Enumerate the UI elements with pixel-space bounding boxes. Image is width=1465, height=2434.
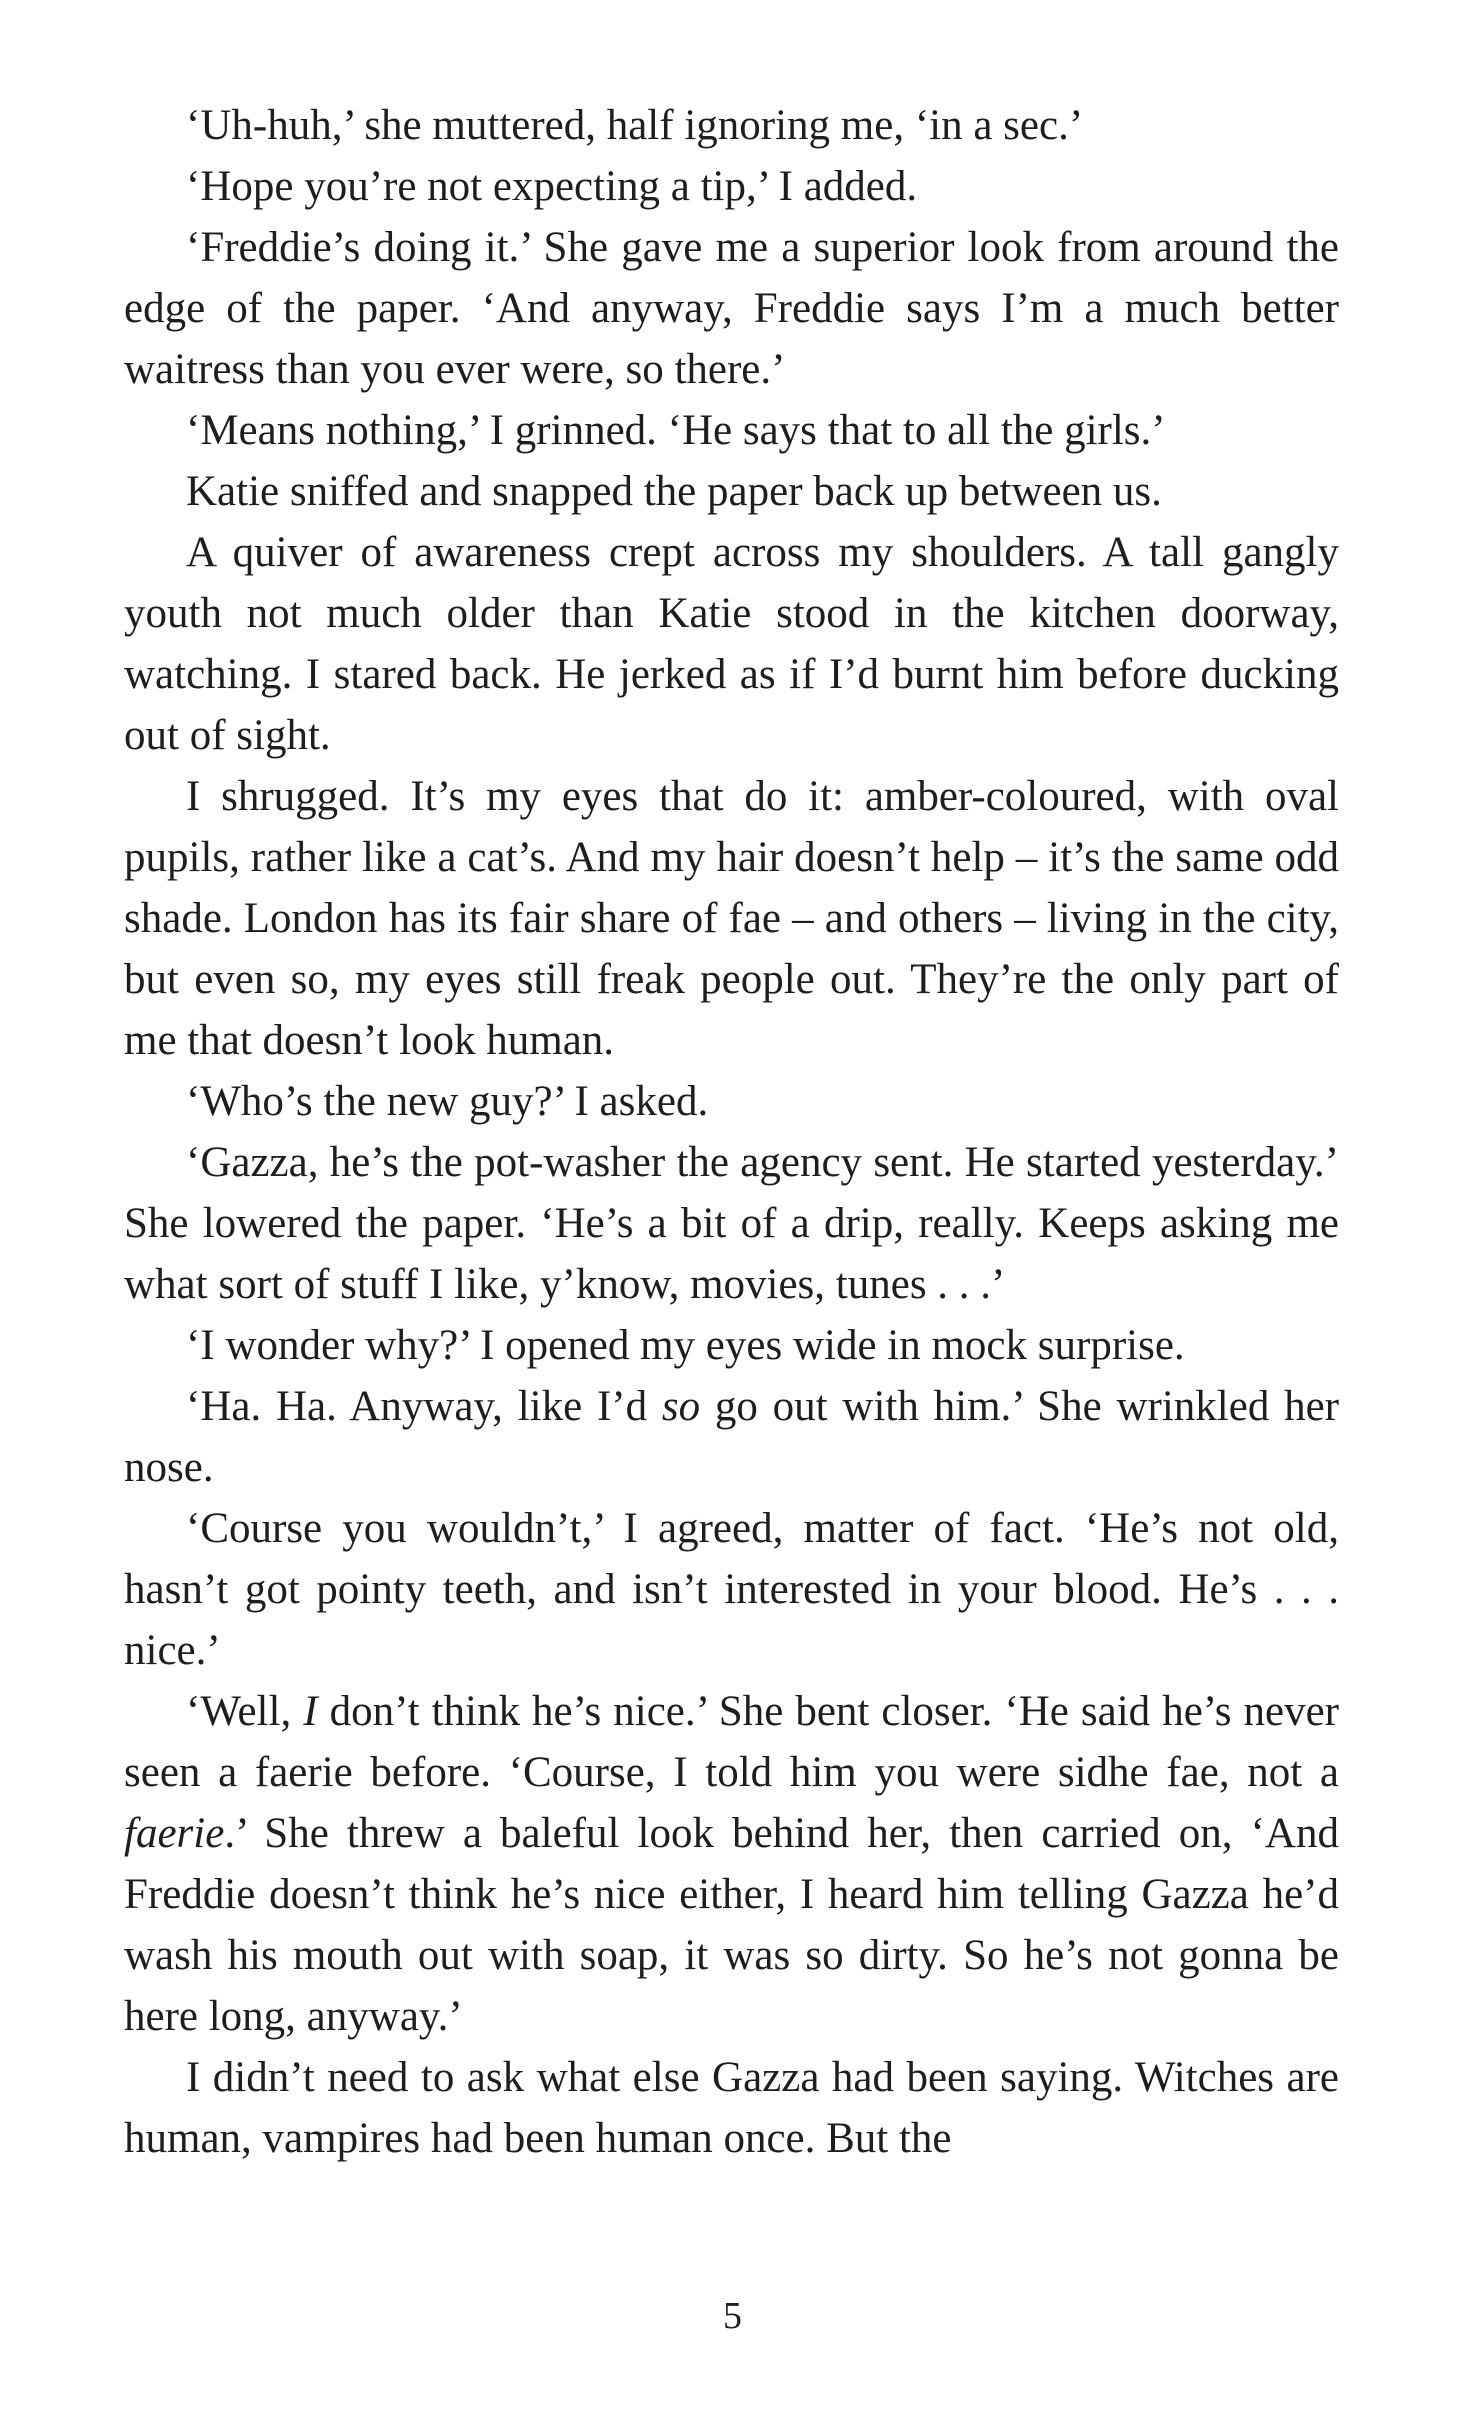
page-number: 5 bbox=[723, 2295, 742, 2337]
body-text bbox=[124, 95, 1339, 2169]
paragraph: A quiver of awareness crept across my shoulders. A tall gangly youth not much older than Katie stood in the kitchen doorway, watching. I stared back. He jerked as if I’d burnt him before ducking out of sight. bbox=[124, 529, 1339, 759]
paragraph: ‘Gazza, he’s the pot-washer the agency sent. He started yesterday.’ She lowered the paper. ‘He’s a bit of a drip, really. Keeps asking me what sort of stuff I like, y’know, movies, tunes . . .’ bbox=[124, 1139, 1339, 1308]
paragraph: Katie sniffed and snapped the paper back up between us. bbox=[186, 468, 1162, 515]
paragraph: I didn’t need to ask what else Gazza had been saying. Witches are human, vampires had been human once. But the bbox=[124, 2054, 1339, 2162]
paragraph: ‘Uh-huh,’ she muttered, half ignoring me, ‘in a sec.’ bbox=[186, 102, 1084, 149]
paragraph: ‘Freddie’s doing it.’ She gave me a superior look from around the edge of the paper. ‘And anyway, Freddie says I’m a much better waitress than you ever were, so there.’ bbox=[124, 224, 1339, 393]
paragraph: I shrugged. It’s my eyes that do it: amber-coloured, with oval pupils, rather like a cat’s. And my hair doesn’t help – it’s the same odd shade. London has its fair share of fae – and others – living in the city, but even so, my eyes still freak people out. They’re the only part of me that doesn’t look human. bbox=[124, 773, 1339, 1064]
paragraph: ‘Means nothing,’ I grinned. ‘He says that to all the girls.’ bbox=[186, 407, 1166, 454]
paragraph: ‘Who’s the new guy?’ I asked. bbox=[186, 1078, 709, 1125]
paragraph: ‘I wonder why?’ I opened my eyes wide in mock surprise. bbox=[186, 1322, 1185, 1369]
paragraph: ‘Well, I don’t think he’s nice.’ She bent closer. ‘He said he’s never seen a faerie before. ‘Course, I told him you were sidhe fae, not a faerie.’ She threw a baleful look behind her, then carried on, ‘And Freddie doesn’t think he’s nice either, I heard him telling Gazza he’d wash his mouth out with soap, it was so dirty. So he’s not gonna be here long, anyway.’ bbox=[124, 1688, 1339, 2040]
paragraph: ‘Hope you’re not expecting a tip,’ I added. bbox=[186, 163, 918, 210]
paragraph: ‘Ha. Ha. Anyway, like I’d so go out with him.’ She wrinkled her nose. bbox=[124, 1383, 1339, 1491]
paragraph: ‘Course you wouldn’t,’ I agreed, matter of fact. ‘He’s not old, hasn’t got pointy teeth, and isn’t interested in your blood. He’s . . . nice.’ bbox=[124, 1505, 1339, 1674]
